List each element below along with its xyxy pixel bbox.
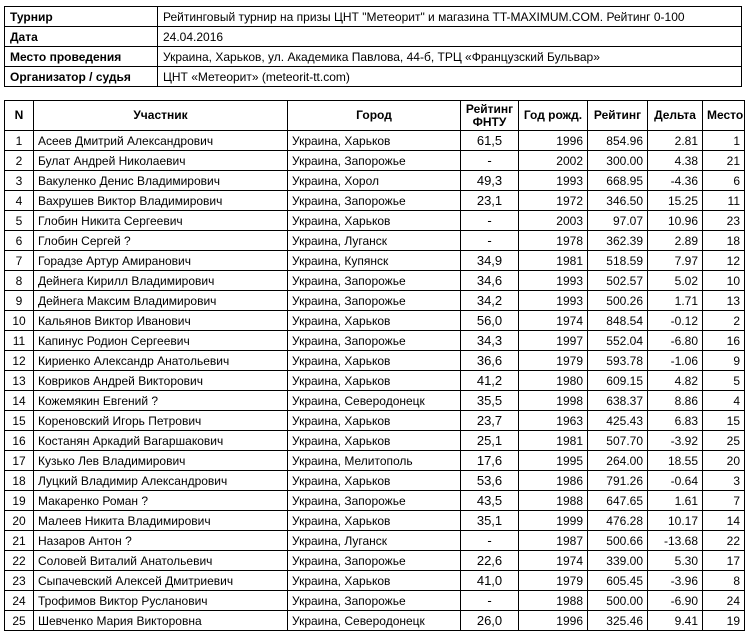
cell-delta: 4.38 — [648, 151, 703, 171]
cell-city: Украина, Харьков — [288, 311, 461, 331]
cell-rating: 605.45 — [588, 571, 648, 591]
col-header-city: Город — [288, 101, 461, 131]
cell-fntu-rating: 34,3 — [461, 331, 519, 351]
cell-participant: Луцкий Владимир Александрович — [34, 471, 288, 491]
cell-number: 6 — [5, 231, 34, 251]
cell-city: Украина, Запорожье — [288, 271, 461, 291]
col-header-number: N — [5, 101, 34, 131]
cell-number: 18 — [5, 471, 34, 491]
cell-city: Украина, Запорожье — [288, 191, 461, 211]
cell-city: Украина, Харьков — [288, 411, 461, 431]
cell-delta: 1.71 — [648, 291, 703, 311]
cell-fntu-rating: 41,2 — [461, 371, 519, 391]
col-header-birth-year: Год рожд. — [519, 101, 588, 131]
table-row — [5, 131, 745, 151]
col-header-participant: Участник — [34, 101, 288, 131]
cell-delta: -6.80 — [648, 331, 703, 351]
cell-city: Украина, Харьков — [288, 431, 461, 451]
table-row — [5, 171, 745, 191]
info-value: ЦНТ «Метеорит» (meteorit-tt.com) — [158, 67, 742, 87]
cell-number: 25 — [5, 611, 34, 631]
cell-place: 2 — [703, 311, 745, 331]
cell-place: 1 — [703, 131, 745, 151]
cell-fntu-rating: 34,2 — [461, 291, 519, 311]
cell-rating: 647.65 — [588, 491, 648, 511]
cell-birth-year: 2002 — [519, 151, 588, 171]
cell-city: Украина, Хорол — [288, 171, 461, 191]
cell-participant: Вакуленко Денис Владимирович — [34, 171, 288, 191]
cell-place: 21 — [703, 151, 745, 171]
cell-place: 6 — [703, 171, 745, 191]
cell-number: 23 — [5, 571, 34, 591]
cell-fntu-rating: 34,9 — [461, 251, 519, 271]
cell-number: 16 — [5, 431, 34, 451]
cell-delta: 2.89 — [648, 231, 703, 251]
cell-fntu-rating: 26,0 — [461, 611, 519, 631]
cell-fntu-rating: - — [461, 151, 519, 171]
cell-rating: 854.96 — [588, 131, 648, 151]
table-row — [5, 291, 745, 311]
cell-city: Украина, Запорожье — [288, 491, 461, 511]
cell-birth-year: 1974 — [519, 551, 588, 571]
cell-birth-year: 1996 — [519, 131, 588, 151]
cell-place: 15 — [703, 411, 745, 431]
fntu-header-line2: ФНТУ — [472, 114, 507, 129]
cell-place: 11 — [703, 191, 745, 211]
table-row — [5, 331, 745, 351]
cell-city: Украина, Запорожье — [288, 291, 461, 311]
cell-birth-year: 1996 — [519, 611, 588, 631]
col-header-fntu-rating — [461, 101, 519, 131]
cell-fntu-rating: 23,7 — [461, 411, 519, 431]
info-value: Украина, Харьков, ул. Академика Павлова, 44-б, ТРЦ «Французский Бульвар» — [158, 47, 742, 67]
cell-number: 11 — [5, 331, 34, 351]
cell-fntu-rating: 41,0 — [461, 571, 519, 591]
cell-participant: Соловей Виталий Анатольевич — [34, 551, 288, 571]
cell-fntu-rating: 56,0 — [461, 311, 519, 331]
cell-rating: 346.50 — [588, 191, 648, 211]
tournament-info-table — [4, 6, 742, 87]
cell-birth-year: 1974 — [519, 311, 588, 331]
cell-delta: -0.12 — [648, 311, 703, 331]
cell-participant: Горадзе Артур Амиранович — [34, 251, 288, 271]
cell-fntu-rating: - — [461, 231, 519, 251]
table-row — [5, 251, 745, 271]
cell-city: Украина, Харьков — [288, 131, 461, 151]
table-row — [5, 351, 745, 371]
cell-delta: 10.17 — [648, 511, 703, 531]
cell-participant: Макаренко Роман ? — [34, 491, 288, 511]
info-value: Рейтинговый турнир на призы ЦНТ "Метеорит" и магазина TT-MAXIMUM.COM. Рейтинг 0-100 — [158, 7, 742, 27]
cell-participant: Вахрушев Виктор Владимирович — [34, 191, 288, 211]
info-label: Турнир — [5, 7, 158, 27]
cell-participant: Дейнега Максим Владимирович — [34, 291, 288, 311]
cell-birth-year: 1981 — [519, 251, 588, 271]
cell-city: Украина, Запорожье — [288, 151, 461, 171]
cell-place: 8 — [703, 571, 745, 591]
cell-number: 13 — [5, 371, 34, 391]
table-row — [5, 391, 745, 411]
cell-rating: 593.78 — [588, 351, 648, 371]
table-row — [5, 611, 745, 631]
cell-rating: 552.04 — [588, 331, 648, 351]
cell-rating: 518.59 — [588, 251, 648, 271]
results-table — [4, 100, 745, 631]
cell-birth-year: 1993 — [519, 271, 588, 291]
cell-place: 24 — [703, 591, 745, 611]
table-row — [5, 491, 745, 511]
table-row — [5, 411, 745, 431]
cell-city: Украина, Запорожье — [288, 591, 461, 611]
cell-number: 17 — [5, 451, 34, 471]
cell-fntu-rating: - — [461, 531, 519, 551]
cell-number: 3 — [5, 171, 34, 191]
cell-birth-year: 1980 — [519, 371, 588, 391]
cell-rating: 264.00 — [588, 451, 648, 471]
cell-delta: 6.83 — [648, 411, 703, 431]
info-value: 24.04.2016 — [158, 27, 742, 47]
cell-delta: 1.61 — [648, 491, 703, 511]
cell-place: 13 — [703, 291, 745, 311]
cell-birth-year: 2003 — [519, 211, 588, 231]
cell-place: 19 — [703, 611, 745, 631]
cell-participant: Малеев Никита Владимирович — [34, 511, 288, 531]
cell-birth-year: 1993 — [519, 291, 588, 311]
cell-delta: 2.81 — [648, 131, 703, 151]
cell-number: 19 — [5, 491, 34, 511]
cell-birth-year: 1986 — [519, 471, 588, 491]
cell-place: 7 — [703, 491, 745, 511]
cell-city: Украина, Харьков — [288, 471, 461, 491]
results-header — [5, 101, 745, 131]
col-header-rating: Рейтинг — [588, 101, 648, 131]
cell-participant: Кальянов Виктор Иванович — [34, 311, 288, 331]
cell-city: Украина, Запорожье — [288, 331, 461, 351]
table-row — [5, 571, 745, 591]
cell-birth-year: 1993 — [519, 171, 588, 191]
cell-birth-year: 1972 — [519, 191, 588, 211]
table-row — [5, 431, 745, 451]
cell-city: Украина, Мелитополь — [288, 451, 461, 471]
cell-participant: Капинус Родион Сергеевич — [34, 331, 288, 351]
info-label: Место проведения — [5, 47, 158, 67]
cell-participant: Кореновский Игорь Петрович — [34, 411, 288, 431]
info-row — [5, 7, 742, 27]
cell-birth-year: 1978 — [519, 231, 588, 251]
cell-rating: 425.43 — [588, 411, 648, 431]
cell-delta: -3.96 — [648, 571, 703, 591]
cell-number: 15 — [5, 411, 34, 431]
cell-fntu-rating: 49,3 — [461, 171, 519, 191]
cell-place: 5 — [703, 371, 745, 391]
cell-number: 10 — [5, 311, 34, 331]
cell-rating: 609.15 — [588, 371, 648, 391]
cell-delta: 4.82 — [648, 371, 703, 391]
cell-birth-year: 1999 — [519, 511, 588, 531]
cell-fntu-rating: 35,5 — [461, 391, 519, 411]
cell-rating: 668.95 — [588, 171, 648, 191]
table-row — [5, 451, 745, 471]
cell-number: 1 — [5, 131, 34, 151]
cell-place: 14 — [703, 511, 745, 531]
cell-number: 24 — [5, 591, 34, 611]
cell-delta: 9.41 — [648, 611, 703, 631]
cell-rating: 300.00 — [588, 151, 648, 171]
cell-place: 9 — [703, 351, 745, 371]
cell-participant: Кириенко Александр Анатольевич — [34, 351, 288, 371]
cell-delta: 5.30 — [648, 551, 703, 571]
cell-rating: 500.26 — [588, 291, 648, 311]
results-body — [5, 131, 745, 631]
cell-number: 21 — [5, 531, 34, 551]
table-row — [5, 151, 745, 171]
cell-participant: Назаров Антон ? — [34, 531, 288, 551]
cell-fntu-rating: 25,1 — [461, 431, 519, 451]
cell-city: Украина, Северодонецк — [288, 611, 461, 631]
cell-birth-year: 1997 — [519, 331, 588, 351]
cell-delta: 15.25 — [648, 191, 703, 211]
col-header-place: Место — [703, 101, 745, 131]
cell-participant: Дейнега Кирилл Владимирович — [34, 271, 288, 291]
cell-fntu-rating: 23,1 — [461, 191, 519, 211]
cell-fntu-rating: 22,6 — [461, 551, 519, 571]
cell-rating: 500.66 — [588, 531, 648, 551]
cell-city: Украина, Харьков — [288, 511, 461, 531]
cell-place: 18 — [703, 231, 745, 251]
cell-fntu-rating: 17,6 — [461, 451, 519, 471]
info-row — [5, 47, 742, 67]
cell-fntu-rating: - — [461, 591, 519, 611]
cell-fntu-rating: 35,1 — [461, 511, 519, 531]
cell-city: Украина, Северодонецк — [288, 391, 461, 411]
cell-place: 17 — [703, 551, 745, 571]
cell-place: 23 — [703, 211, 745, 231]
cell-rating: 502.57 — [588, 271, 648, 291]
table-row — [5, 531, 745, 551]
cell-place: 25 — [703, 431, 745, 451]
cell-rating: 325.46 — [588, 611, 648, 631]
cell-fntu-rating: 34,6 — [461, 271, 519, 291]
info-label: Организатор / судья — [5, 67, 158, 87]
cell-number: 22 — [5, 551, 34, 571]
table-row — [5, 551, 745, 571]
cell-number: 2 — [5, 151, 34, 171]
cell-participant: Асеев Дмитрий Александрович — [34, 131, 288, 151]
cell-fntu-rating: 53,6 — [461, 471, 519, 491]
cell-birth-year: 1988 — [519, 591, 588, 611]
cell-participant: Шевченко Мария Викторовна — [34, 611, 288, 631]
cell-rating: 476.28 — [588, 511, 648, 531]
cell-city: Украина, Харьков — [288, 351, 461, 371]
cell-birth-year: 1998 — [519, 391, 588, 411]
fntu-header-line1: Рейтинг — [465, 101, 514, 116]
cell-city: Украина, Харьков — [288, 571, 461, 591]
cell-place: 12 — [703, 251, 745, 271]
cell-delta: 18.55 — [648, 451, 703, 471]
cell-fntu-rating: 36,6 — [461, 351, 519, 371]
cell-number: 9 — [5, 291, 34, 311]
cell-birth-year: 1988 — [519, 491, 588, 511]
cell-participant: Ковриков Андрей Викторович — [34, 371, 288, 391]
cell-participant: Трофимов Виктор Русланович — [34, 591, 288, 611]
cell-place: 22 — [703, 531, 745, 551]
table-row — [5, 591, 745, 611]
cell-rating: 507.70 — [588, 431, 648, 451]
cell-rating: 791.26 — [588, 471, 648, 491]
cell-place: 4 — [703, 391, 745, 411]
cell-place: 16 — [703, 331, 745, 351]
cell-delta: 7.97 — [648, 251, 703, 271]
cell-fntu-rating: 61,5 — [461, 131, 519, 151]
cell-rating: 638.37 — [588, 391, 648, 411]
cell-rating: 97.07 — [588, 211, 648, 231]
cell-delta: 10.96 — [648, 211, 703, 231]
table-row — [5, 191, 745, 211]
cell-participant: Сыпачевский Алексей Дмитриевич — [34, 571, 288, 591]
cell-place: 20 — [703, 451, 745, 471]
cell-participant: Глобин Сергей ? — [34, 231, 288, 251]
cell-rating: 848.54 — [588, 311, 648, 331]
cell-birth-year: 1987 — [519, 531, 588, 551]
table-row — [5, 231, 745, 251]
table-row — [5, 271, 745, 291]
cell-rating: 500.00 — [588, 591, 648, 611]
tournament-info-body — [5, 7, 742, 87]
cell-city: Украина, Харьков — [288, 371, 461, 391]
cell-rating: 362.39 — [588, 231, 648, 251]
cell-number: 4 — [5, 191, 34, 211]
cell-rating: 339.00 — [588, 551, 648, 571]
cell-city: Украина, Купянск — [288, 251, 461, 271]
info-row — [5, 67, 742, 87]
info-row — [5, 27, 742, 47]
cell-city: Украина, Луганск — [288, 231, 461, 251]
cell-delta: -4.36 — [648, 171, 703, 191]
cell-place: 3 — [703, 471, 745, 491]
cell-delta: 5.02 — [648, 271, 703, 291]
cell-birth-year: 1981 — [519, 431, 588, 451]
cell-participant: Кузько Лев Владимирович — [34, 451, 288, 471]
cell-participant: Кожемякин Евгений ? — [34, 391, 288, 411]
cell-city: Украина, Запорожье — [288, 551, 461, 571]
cell-birth-year: 1979 — [519, 351, 588, 371]
cell-participant: Булат Андрей Николаевич — [34, 151, 288, 171]
cell-birth-year: 1995 — [519, 451, 588, 471]
cell-delta: -1.06 — [648, 351, 703, 371]
col-header-delta: Дельта — [648, 101, 703, 131]
cell-delta: -3.92 — [648, 431, 703, 451]
cell-number: 12 — [5, 351, 34, 371]
cell-fntu-rating: 43,5 — [461, 491, 519, 511]
cell-number: 7 — [5, 251, 34, 271]
table-row — [5, 371, 745, 391]
cell-participant: Глобин Никита Сергеевич — [34, 211, 288, 231]
cell-number: 14 — [5, 391, 34, 411]
cell-participant: Костанян Аркадий Вагаршакович — [34, 431, 288, 451]
cell-delta: -0.64 — [648, 471, 703, 491]
cell-number: 5 — [5, 211, 34, 231]
table-row — [5, 211, 745, 231]
cell-fntu-rating: - — [461, 211, 519, 231]
cell-city: Украина, Луганск — [288, 531, 461, 551]
table-row — [5, 471, 745, 491]
table-row — [5, 311, 745, 331]
header-row — [5, 101, 745, 131]
cell-city: Украина, Харьков — [288, 211, 461, 231]
cell-birth-year: 1979 — [519, 571, 588, 591]
cell-number: 20 — [5, 511, 34, 531]
cell-delta: -6.90 — [648, 591, 703, 611]
cell-place: 10 — [703, 271, 745, 291]
cell-number: 8 — [5, 271, 34, 291]
cell-birth-year: 1963 — [519, 411, 588, 431]
table-row — [5, 511, 745, 531]
cell-delta: 8.86 — [648, 391, 703, 411]
info-label: Дата — [5, 27, 158, 47]
cell-delta: -13.68 — [648, 531, 703, 551]
